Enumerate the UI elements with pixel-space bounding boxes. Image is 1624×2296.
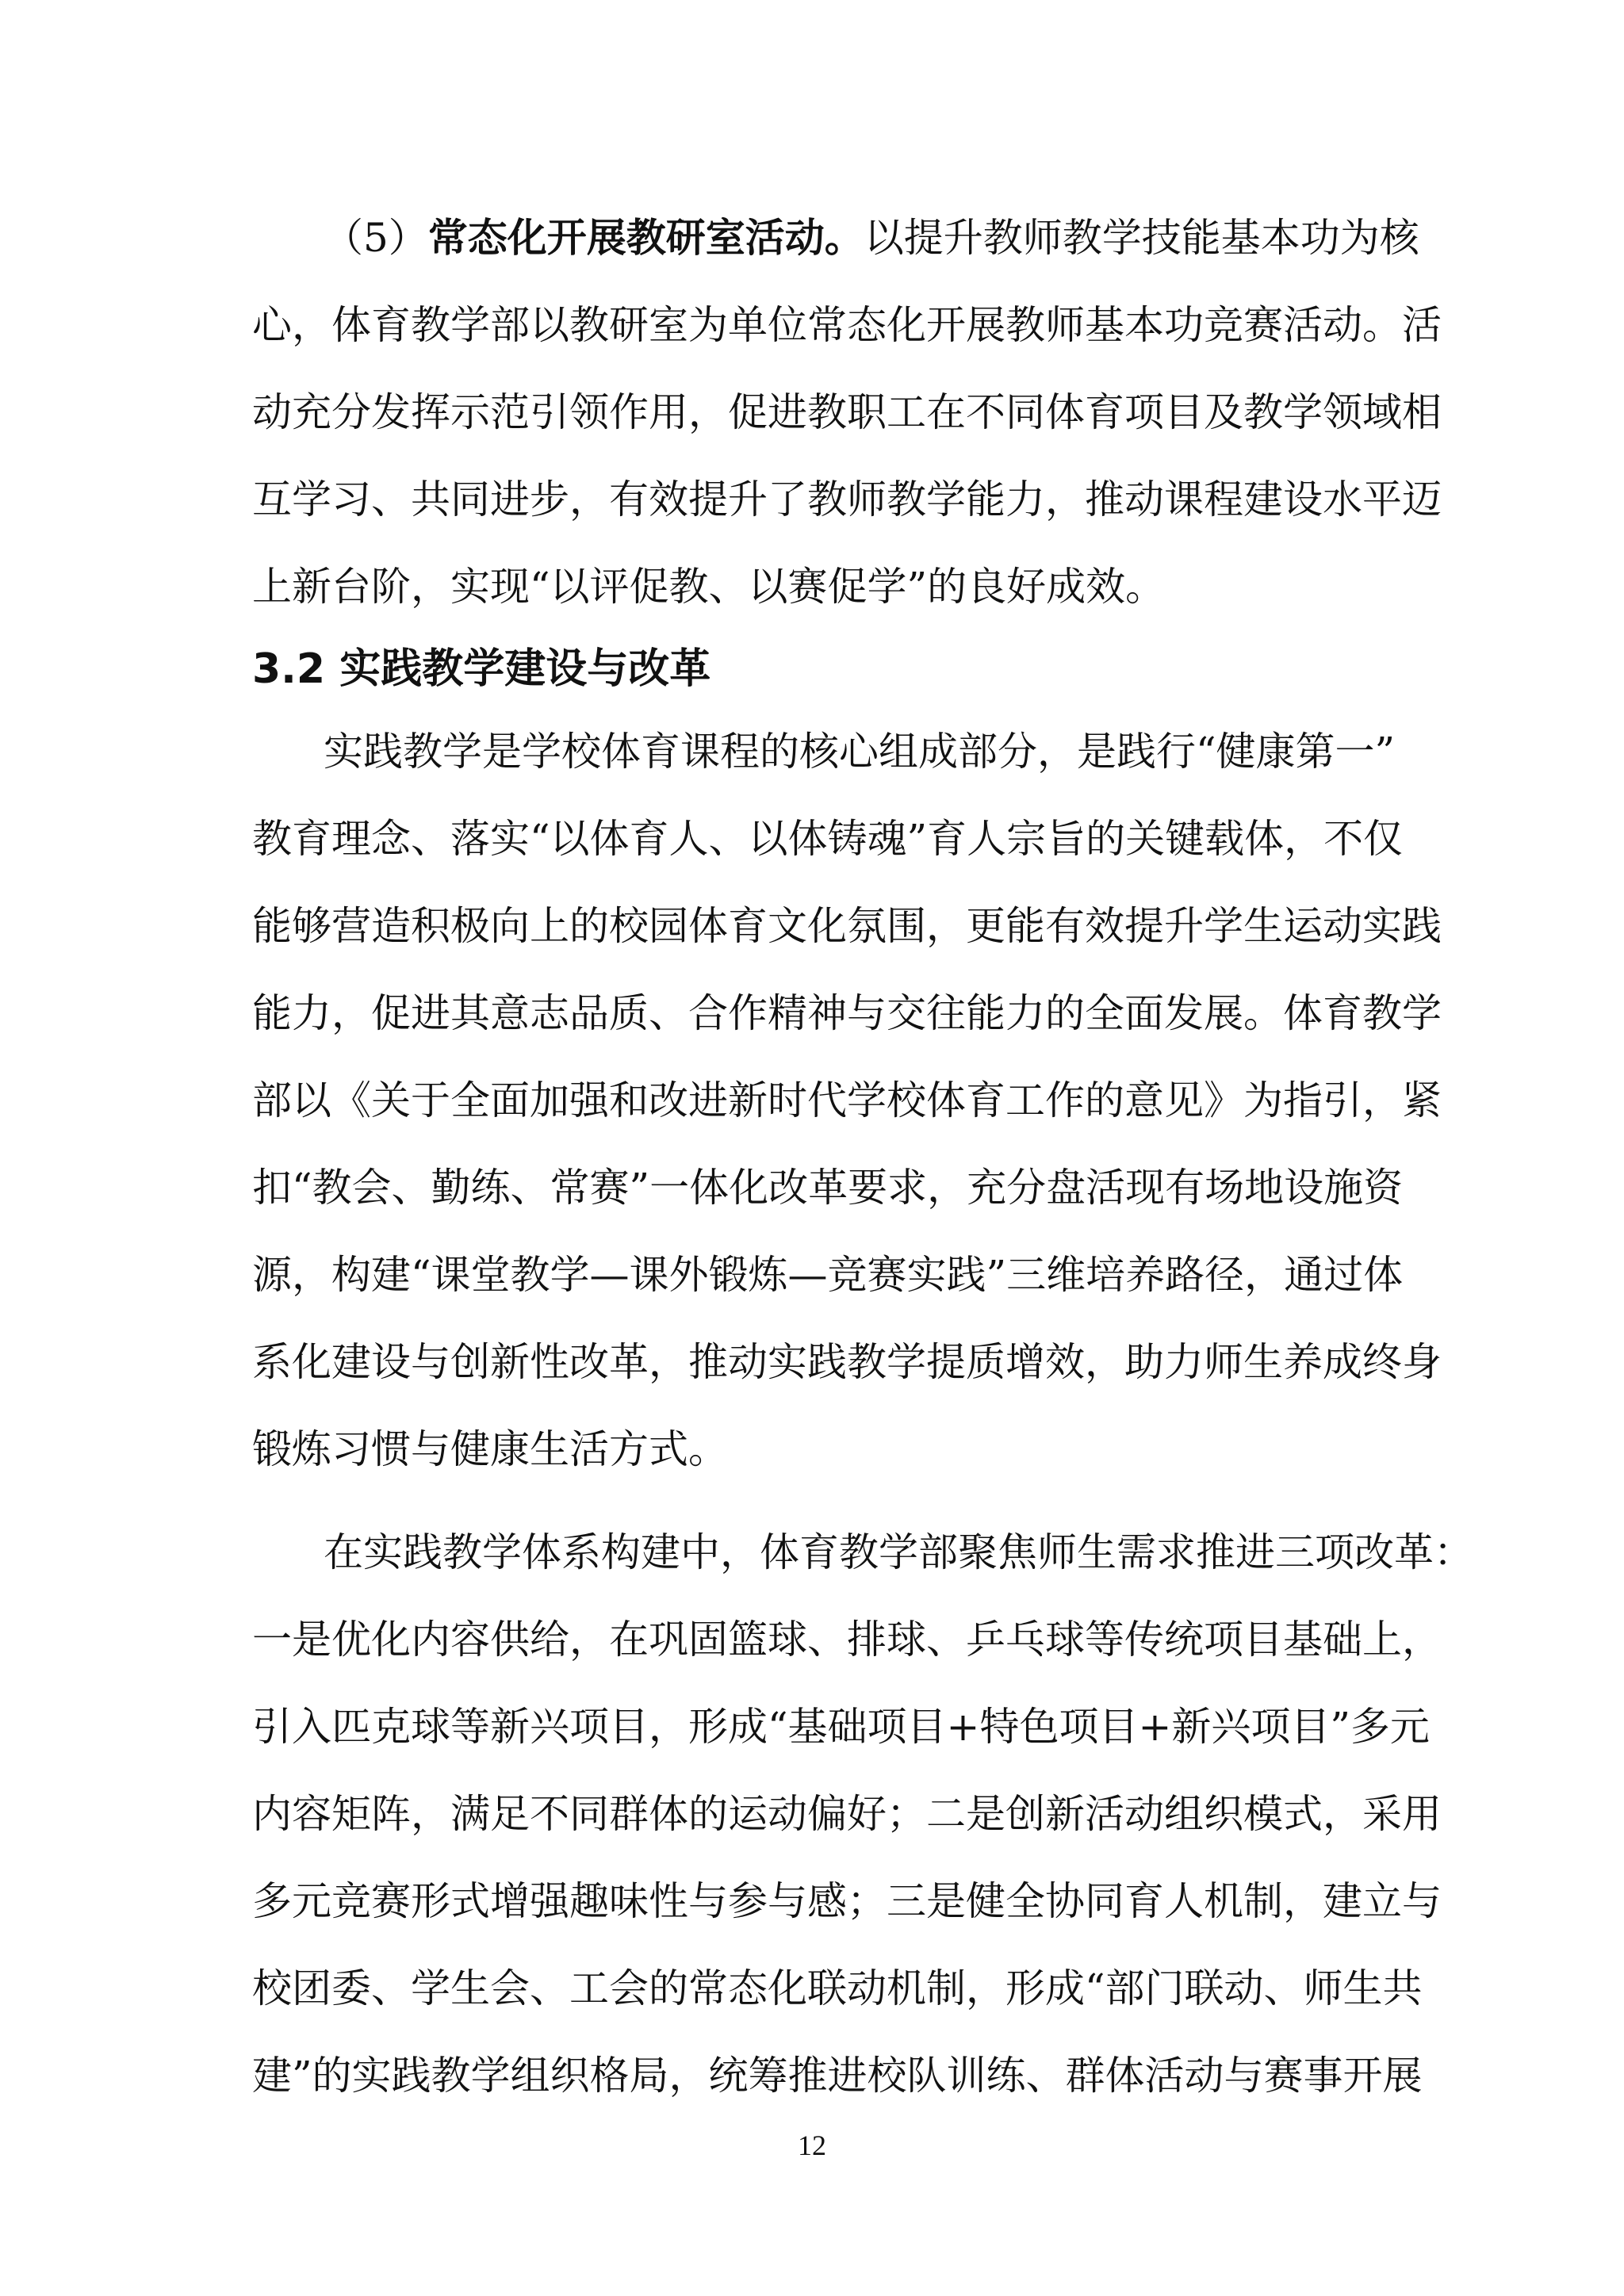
paragraph2-line-5: 多元竞赛形式增强趣味性与参与感；三是健全协同育人机制，建立与 <box>252 1878 1442 1924</box>
paragraph2-line-3: 引入匹克球等新兴项目，形成“基础项目+特色项目+新兴项目”多元 <box>252 1704 1430 1750</box>
paragraph1-line-1: 实践教学是学校体育课程的核心组成部分，是践行“健康第一” <box>324 729 1396 775</box>
section-heading: 3.2 实践教学建设与改革 <box>252 645 711 693</box>
section5-line-1-text: 以提升教师教学技能基本功为核 <box>864 215 1419 261</box>
paragraph2-line-4: 内容矩阵，满足不同群体的运动偏好；二是创新活动组织模式，采用 <box>252 1791 1442 1837</box>
paragraph1-line-5: 部以《关于全面加强和改进新时代学校体育工作的意见》为指引，紧 <box>252 1077 1442 1123</box>
section5-marker: （5） <box>324 215 428 261</box>
paragraph1-line-6: 扣“教会、勤练、常赛”一体化改革要求，充分盘活现有场地设施资 <box>252 1165 1404 1211</box>
paragraph2-line-6: 校团委、学生会、工会的常态化联动机制，形成“部门联动、师生共 <box>252 1965 1423 2011</box>
paragraph1-line-4: 能力，促进其意志品质、合作精神与交往能力的全面发展。体育教学 <box>252 990 1442 1036</box>
paragraph1-line-9: 锻炼习惯与健康生活方式。 <box>252 1426 728 1472</box>
section5-line-3: 动充分发挥示范引领作用，促进教职工在不同体育项目及教学领域相 <box>252 389 1442 435</box>
paragraph1-line-8: 系化建设与创新性改革，推动实践教学提质增效，助力师生养成终身 <box>252 1339 1442 1385</box>
paragraph2-line-2: 一是优化内容供给，在巩固篮球、排球、乒乓球等传统项目基础上， <box>252 1617 1442 1663</box>
page-number: 12 <box>798 2130 826 2161</box>
paragraph2-line-1: 在实践教学体系构建中，体育教学部聚焦师生需求推进三项改革： <box>324 1529 1473 1575</box>
section5-line-4: 互学习、共同进步，有效提升了教师教学能力，推动课程建设水平迈 <box>252 476 1442 522</box>
paragraph2-line-7: 建”的实践教学组织格局，统筹推进校队训练、群体活动与赛事开展 <box>252 2053 1423 2099</box>
section5-bold-title: 常态化开展教研室活动。 <box>427 214 864 261</box>
section5-line-2: 心，体育教学部以教研室为单位常态化开展教师基本功竞赛活动。活 <box>252 302 1442 348</box>
section5-line-1 <box>324 214 1419 262</box>
section5-line-5: 上新台阶，实现“以评促教、以赛促学”的良好成效。 <box>252 564 1166 610</box>
paragraph1-line-7: 源，构建“课堂教学—课外锻炼—竞赛实践”三维培养路径，通过体 <box>252 1252 1404 1298</box>
paragraph1-line-3: 能够营造积极向上的校园体育文化氛围，更能有效提升学生运动实践 <box>252 903 1442 949</box>
paragraph1-line-2: 教育理念、落实“以体育人、以体铸魂”育人宗旨的关键载体，不仅 <box>252 816 1404 862</box>
